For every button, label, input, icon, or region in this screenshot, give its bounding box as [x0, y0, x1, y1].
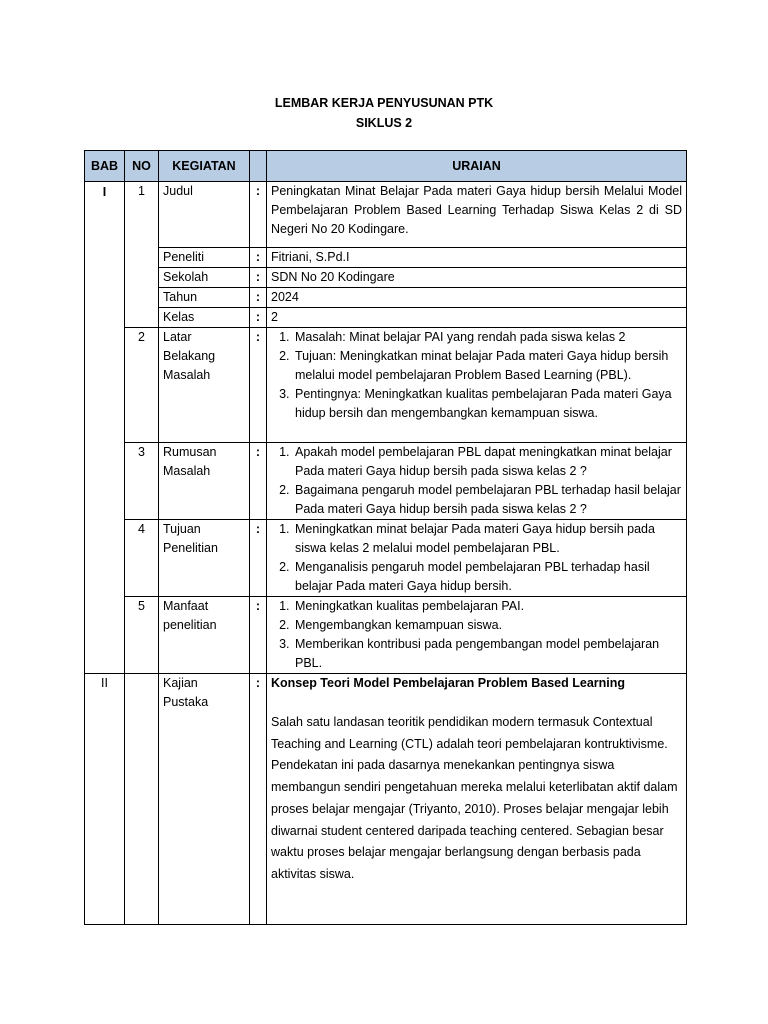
kegiatan-tujuan	[159, 520, 250, 597]
list-item: 1. Masalah: Minat belajar PAI yang rendah pada siswa kelas 2	[293, 328, 682, 347]
colon: :	[250, 268, 267, 288]
colon: :	[250, 182, 267, 248]
kegiatan-peneliti: Peneliti	[159, 248, 250, 268]
colon: :	[250, 520, 267, 597]
list-item: 2. Mengembangkan kemampuan siswa.	[293, 616, 682, 635]
latar-list	[271, 328, 682, 423]
ptk-worksheet-table	[84, 150, 687, 925]
bab-cell-2: II	[85, 674, 125, 925]
table-row	[85, 182, 687, 248]
kegiatan-latar-l3: Masalah	[163, 368, 211, 382]
table-row	[85, 674, 687, 925]
kegiatan-latar-l1: Latar	[163, 330, 192, 344]
no-cell-empty	[125, 674, 159, 925]
list-item: 2. Tujuan: Meningkatkan minat belajar Pada materi Gaya hidup bersih melalui model pembelajaran Problem Based Learning (PBL).	[293, 347, 682, 385]
colon: :	[250, 443, 267, 520]
colon: :	[250, 597, 267, 674]
kegiatan-kelas: Kelas	[159, 308, 250, 328]
manfaat-list	[271, 597, 682, 673]
table-row	[85, 520, 687, 597]
header-colon-spacer	[250, 151, 267, 182]
uraian-manfaat	[267, 597, 687, 674]
kegiatan-latar-l2: Belakang	[163, 349, 216, 363]
kegiatan-rumusan-l2: Masalah	[163, 464, 211, 478]
kegiatan-manfaat-l1: Manfaat	[163, 599, 209, 613]
table-row	[85, 597, 687, 674]
uraian-kelas: 2	[267, 308, 687, 328]
kajian-paragraph: Salah satu landasan teoritik pendidikan modern termasuk Contextual Teaching and Learning (CTL) adalah teori pembelajaran kontruktivisme. Pendekatan ini pada dasarnya menekankan pentingnya siswa membangun sendiri pengetahuan mereka melalui keterlibatan aktif dalam proses belajar mengajar (Triyanto, 2010). Proses belajar mengajar lebih diwarnai student centered daripada teaching centered. Sebagian besar waktu proses belajar mengajar berlangsung dengan berbasis pada aktivitas siswa.	[271, 715, 678, 881]
header-bab: BAB	[85, 151, 125, 182]
no-cell-2: 2	[125, 328, 159, 443]
no-cell-5: 5	[125, 597, 159, 674]
document-subtitle: SIKLUS 2	[355, 116, 413, 130]
colon: :	[250, 328, 267, 443]
list-item: 1. Meningkatkan kualitas pembelajaran PAI.	[293, 597, 682, 616]
uraian-judul: Peningkatan Minat Belajar Pada materi Gaya hidup bersih Melalui Model Pembelajaran Problem Based Learning Terhadap Siswa Kelas 2 di SD Negeri No 20 Kodingare.	[267, 182, 687, 248]
kegiatan-tahun: Tahun	[159, 288, 250, 308]
uraian-sekolah: SDN No 20 Kodingare	[267, 268, 687, 288]
uraian-kajian	[267, 674, 687, 925]
colon: :	[250, 248, 267, 268]
kegiatan-rumusan-l1: Rumusan	[163, 445, 217, 459]
kegiatan-rumusan	[159, 443, 250, 520]
uraian-rumusan	[267, 443, 687, 520]
table-row	[85, 288, 687, 308]
table-row	[85, 268, 687, 288]
colon: :	[250, 308, 267, 328]
table-row	[85, 443, 687, 520]
no-cell-4: 4	[125, 520, 159, 597]
list-item: 1. Meningkatkan minat belajar Pada materi Gaya hidup bersih pada siswa kelas 2 melalui model pembelajaran PBL.	[293, 520, 682, 558]
tujuan-list	[271, 520, 682, 596]
kegiatan-kajian-l1: Kajian	[163, 676, 198, 690]
rumusan-list	[271, 443, 682, 519]
no-cell-1: 1	[125, 182, 159, 328]
bab-cell-1: I	[85, 182, 125, 674]
list-item: 1. Apakah model pembelajaran PBL dapat meningkatkan minat belajar Pada materi Gaya hidup bersih pada siswa kelas 2 ?	[293, 443, 682, 481]
table-header-row	[85, 151, 687, 182]
header-uraian: URAIAN	[267, 151, 687, 182]
list-item: 2. Menganalisis pengaruh model pembelajaran PBL terhadap hasil belajar Pada materi Gaya hidup bersih.	[293, 558, 682, 596]
kajian-heading: Konsep Teori Model Pembelajaran Problem Based Learning	[271, 676, 626, 690]
table-row	[85, 248, 687, 268]
document-title: LEMBAR KERJA PENYUSUNAN PTK	[274, 96, 494, 110]
uraian-tujuan	[267, 520, 687, 597]
header-kegiatan: KEGIATAN	[159, 151, 250, 182]
colon: :	[250, 288, 267, 308]
list-item: 2. Bagaimana pengaruh model pembelajaran PBL terhadap hasil belajar Pada materi Gaya hidup bersih pada siswa kelas 2 ?	[293, 481, 682, 519]
uraian-peneliti: Fitriani, S.Pd.I	[267, 248, 687, 268]
colon: :	[250, 674, 267, 925]
kegiatan-latar	[159, 328, 250, 443]
kegiatan-sekolah: Sekolah	[159, 268, 250, 288]
list-item: 3. Memberikan kontribusi pada pengembangan model pembelajaran PBL.	[293, 635, 682, 673]
kegiatan-kajian-l2: Pustaka	[163, 695, 209, 709]
table-row	[85, 328, 687, 443]
table-row	[85, 308, 687, 328]
kegiatan-kajian	[159, 674, 250, 925]
kegiatan-tujuan-l1: Tujuan	[163, 522, 201, 536]
kegiatan-manfaat-l2: penelitian	[163, 618, 217, 632]
list-item: 3. Pentingnya: Meningkatkan kualitas pembelajaran Pada materi Gaya hidup bersih dan mengembangkan kemampuan siswa.	[293, 385, 682, 423]
kegiatan-manfaat	[159, 597, 250, 674]
header-no: NO	[125, 151, 159, 182]
kegiatan-tujuan-l2: Penelitian	[163, 541, 218, 555]
uraian-tahun: 2024	[267, 288, 687, 308]
uraian-latar	[267, 328, 687, 443]
kegiatan-judul: Judul	[159, 182, 250, 248]
no-cell-3: 3	[125, 443, 159, 520]
